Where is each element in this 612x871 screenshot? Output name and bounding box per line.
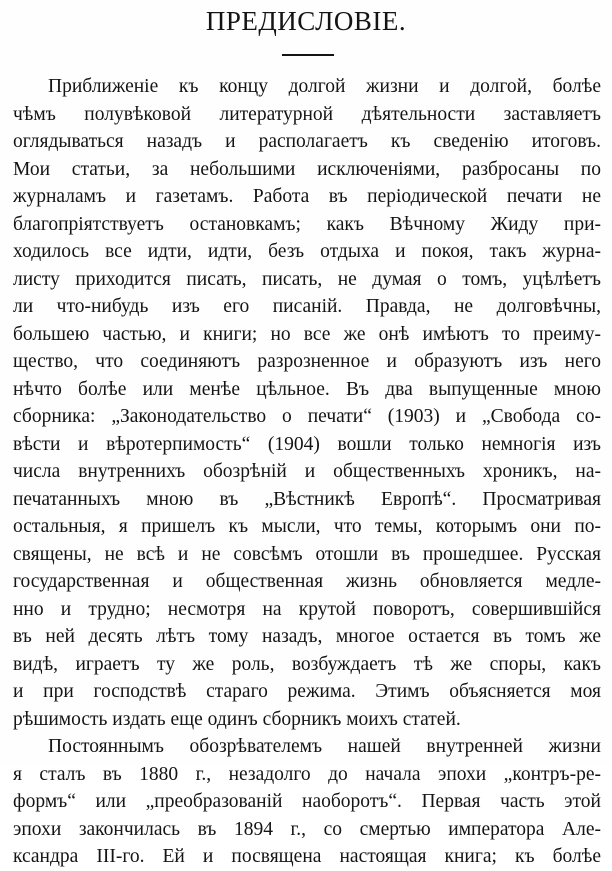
text-line: Постояннымъ обозрѣвателемъ нашей внутренней жизни [48, 736, 601, 757]
paragraph [13, 73, 601, 733]
text-line: журналамъ и газетамъ. Работа въ періодической печати не [13, 186, 601, 207]
text-line: ходилось все идти, идти, безъ отдыха и покоя, такъ журна- [13, 241, 601, 262]
text-line: нѣчто болѣе или менѣе цѣльное. Въ два выпущенные мною [13, 378, 601, 400]
text-line: щество, что соединяютъ разрозненное и образуютъ изъ него [13, 351, 601, 372]
text-line: оглядываться назадъ и располагаетъ къ сведенію итоговъ. [13, 131, 601, 152]
text-line: большею частью, и книги; но все же онѣ имѣютъ то преиму- [13, 323, 601, 345]
text-line: видѣ, играетъ ту же роль, возбуждаетъ тѣ же споры, какъ [13, 653, 601, 675]
body-text [13, 73, 601, 871]
text-line: печатанныхъ мною въ „Вѣстникѣ Европѣ“. Просматривая [13, 488, 601, 510]
text-line: и при господствѣ стараго режима. Этимъ объясняется моя [13, 681, 601, 702]
text-line: въ ней десять лѣтъ тому назадъ, многое остается въ томъ же [13, 626, 601, 647]
text-line: благопріятствуетъ остановкамъ; какъ Вѣчному Жиду при- [13, 213, 601, 235]
text-line: формъ“ или „преобразованій наоборотъ“. Первая часть этой [13, 791, 601, 812]
paragraph [13, 733, 601, 871]
text-line: листу приходится писать, писать, не думая о томъ, уцѣлѣетъ [13, 268, 601, 290]
text-line: рѣшимость издать еще одинъ сборникъ моихъ статей. [13, 708, 461, 730]
text-line: государственная и общественная жизнь обновляется медле- [13, 571, 601, 592]
text-line: вѣсти и вѣротерпимость“ (1904) вошли только немногія изъ [13, 433, 601, 455]
text-line: чѣмъ полувѣковой литературной дѣятельности заставляетъ [13, 103, 601, 125]
text-line: сборника: „Законодательство о печати“ (1903) и „Свобода со- [13, 406, 601, 427]
text-line: ксандра III-го. Ей и посвящена настоящая книга; къ болѣе [13, 846, 601, 867]
text-line: эпохи закончилась въ 1894 г., со смертью императора Але- [13, 818, 601, 840]
text-line: ли что-нибудь изъ его писаній. Правда, не долговѣчны, [13, 296, 601, 317]
text-line: Приближеніе къ концу долгой жизни и долгой, болѣе [48, 76, 601, 97]
text-line: числа внутреннихъ обозрѣній и общественныхъ хроникъ, на- [13, 461, 601, 482]
text-line: я сталъ въ 1880 г., незадолго до начала эпохи „контръ-ре- [13, 763, 601, 785]
page-title: ПРЕДИСЛОВІЕ. [205, 6, 407, 36]
text-line: Мои статьи, за небольшими исключеніями, разбросаны по [13, 158, 601, 180]
title-divider [282, 54, 334, 56]
text-line: священы, не всѣ и не совсѣмъ отошли въ прошедшее. Русская [13, 543, 601, 565]
text-line: нно и трудно; несмотря на крутой поворотъ, совершившійся [13, 598, 601, 620]
text-line: остальныя, я пришелъ къ мысли, что темы, которымъ они по- [13, 516, 601, 537]
